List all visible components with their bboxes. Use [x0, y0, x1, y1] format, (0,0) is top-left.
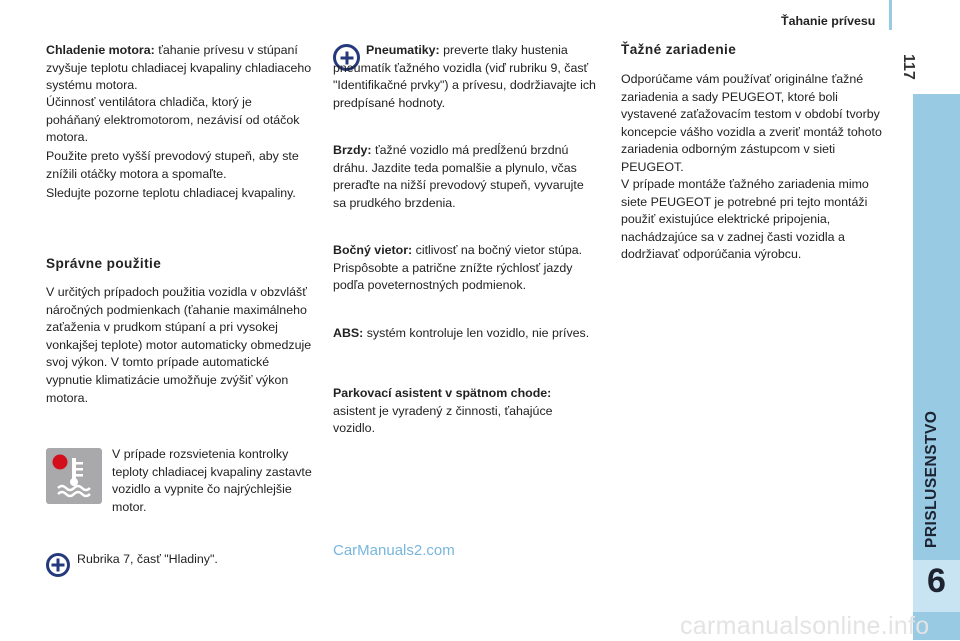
- carmanualsonline-watermark: carmanualsonline.info: [680, 612, 930, 640]
- brakes-text: ťažné vozidlo má predĺženú brzdnú dráhu. Jazdite teda pomalšie a plynulo, včas preraďte na nižší prevodový stupeň, vyvarujte sa prudkého brzdenia.: [333, 143, 584, 210]
- tires-paragraph: [333, 42, 605, 112]
- cooling-paragraph: [46, 42, 314, 95]
- correct-use-heading: Správne použitie: [46, 256, 162, 271]
- fan-paragraph: Účinnosť ventilátora chladiča, ktorý je poháňaný elektromotorom, nezávisí od otáčok motora.: [46, 95, 300, 145]
- abs-paragraph: [333, 325, 595, 343]
- crosswind-label: Bočný vietor:: [333, 243, 413, 257]
- header-rule: [889, 0, 892, 30]
- brakes-label: Brzdy:: [333, 143, 372, 157]
- crosswind-text: citlivosť na bočný vietor stúpa. Prispôsobte a patrične znížte rýchlosť jazdy podľa poveternostných podmienok.: [333, 243, 583, 293]
- section-title: Ťahanie prívesu: [781, 14, 876, 28]
- coolant-paragraph: Sledujte pozorne teplotu chladiacej kvapaliny.: [46, 186, 296, 200]
- coolant-temperature-warning-icon: [46, 448, 102, 504]
- abs-label: ABS:: [333, 326, 364, 340]
- sidebar-label: PRISLUSENSTVO: [923, 410, 940, 548]
- tires-label: Pneumatiky:: [366, 43, 440, 57]
- correct-use-paragraph: V určitých prípadoch použitia vozidla v obzvlášť náročných podmienkach (ťahanie maximálneho zaťaženia v prudkom stúpaní a pri vysokej vonkajšej teplote) motor automaticky obmedzuje svoj výkon. V tomto prípade automatické vypnutie klimatizácie umožňuje zvýšiť výkon motora.: [46, 285, 312, 405]
- reference-paragraph: Rubrika 7, časť "Hladiny".: [77, 552, 218, 566]
- plus-reference-icon: [46, 553, 70, 577]
- chapter-sidebar: [913, 94, 960, 640]
- abs-text: systém kontroluje len vozidlo, nie príves.: [363, 326, 590, 340]
- coolant-symbol: [46, 448, 102, 504]
- brakes-paragraph: [333, 142, 595, 212]
- parking-assist-text: asistent je vyradený z činnosti, ťahajúce vozidlo.: [333, 403, 553, 436]
- cooling-text: ťahanie prívesu v stúpaní zvyšuje teplotu chladiacej kvapaliny chladiaceho systému motora.: [46, 43, 312, 93]
- towing-installation-paragraph: V prípade montáže ťažného zariadenia mimo siete PEUGEOT je potrebné pri tejto montáži použiť existujúce elektrické pripojenia, nachádzajúce sa v zadnej časti vozidla a dodržiavať odporúčania výrobcu.: [621, 177, 869, 262]
- crosswind-paragraph: [333, 242, 605, 295]
- towing-device-heading: Ťažné zariadenie: [621, 42, 737, 57]
- parking-assist-paragraph: [333, 385, 595, 438]
- gear-paragraph: Použite preto vyšší prevodový stupeň, aby ste znížili otáčky motora a spomaľte.: [46, 149, 299, 181]
- towing-recommendation-paragraph: Odporúčame vám používať originálne ťažné zariadenia a sady PEUGEOT, ktoré boli vystavené zaťažovacím testom v období tvorby koncepcie vášho vozidla a zveriť montáž tohoto zariadenia odborným zástupcom v sieti PEUGEOT.: [621, 72, 882, 174]
- warning-paragraph: V prípade rozsvietenia kontrolky teploty chladiacej kvapaliny zastavte vozidlo a vypnite čo najrýchlejšie motor.: [112, 447, 312, 514]
- carmanuals-watermark: CarManuals2.com: [333, 542, 455, 559]
- page-number: 117: [900, 54, 917, 80]
- parking-assist-label: Parkovací asistent v spätnom chode:: [333, 386, 552, 400]
- chapter-number: 6: [927, 562, 946, 600]
- tires-text: preverte tlaky hustenia pneumatík ťažného vozidla (viď rubriku 9, časť "Identifikačné prvky") a prívesu, dodržiavajte ich predpísané hodnoty.: [333, 43, 596, 110]
- cooling-label: Chladenie motora:: [46, 43, 155, 57]
